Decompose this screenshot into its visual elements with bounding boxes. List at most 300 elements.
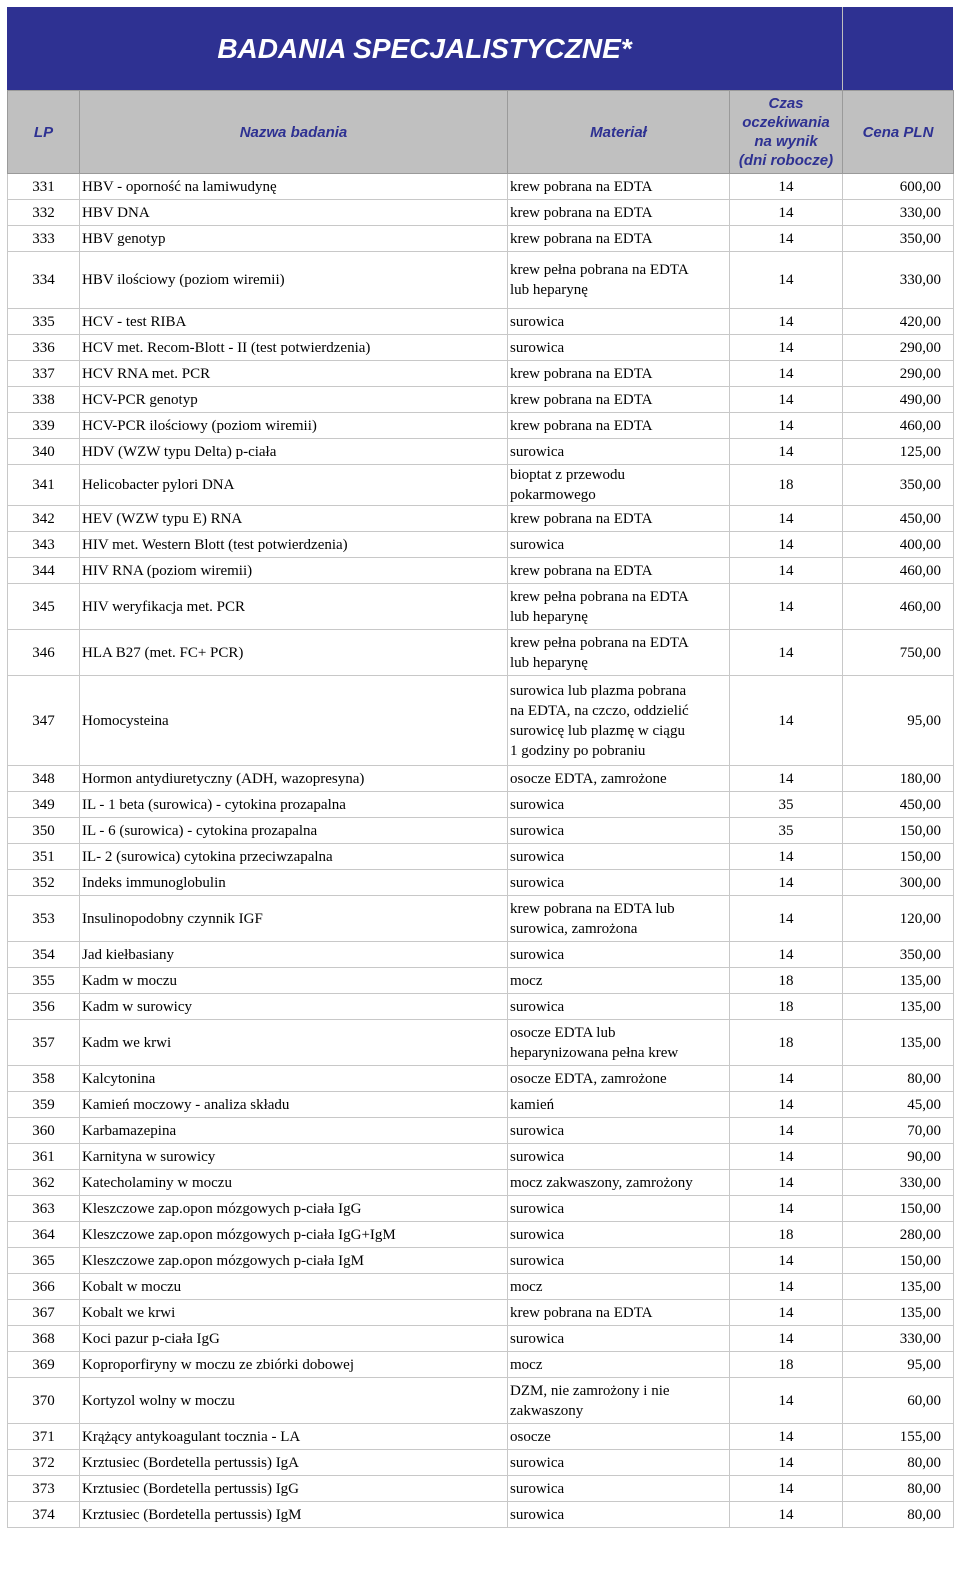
cell-price: 95,00 xyxy=(843,676,954,766)
cell-lp: 346 xyxy=(8,630,80,676)
material-text: krew pobrana na EDTA xyxy=(510,562,653,579)
table-row xyxy=(8,584,954,630)
cell-time: 18 xyxy=(730,1020,843,1066)
material-text: krew pobrana na EDTA xyxy=(510,178,653,195)
material-text: krew pełna pobrana na EDTA lub heparynę xyxy=(510,588,689,625)
table-row xyxy=(8,200,954,226)
column-header-name: Nazwa badania xyxy=(80,91,508,174)
cell-lp: 335 xyxy=(8,309,80,335)
cell-material xyxy=(508,942,730,968)
cell-price: 135,00 xyxy=(843,968,954,994)
cell-material xyxy=(508,1092,730,1118)
cell-material xyxy=(508,1196,730,1222)
cell-lp: 341 xyxy=(8,465,80,506)
column-header-material: Materiał xyxy=(508,91,730,174)
tests-table xyxy=(7,90,954,1528)
cell-material xyxy=(508,465,730,506)
cell-price: 300,00 xyxy=(843,870,954,896)
table-row xyxy=(8,532,954,558)
material-text: surowica xyxy=(510,998,565,1015)
cell-time: 18 xyxy=(730,1352,843,1378)
cell-time: 14 xyxy=(730,439,843,465)
material-text: krew pełna pobrana na EDTA lub heparynę xyxy=(510,262,689,298)
cell-lp: 368 xyxy=(8,1326,80,1352)
cell-material xyxy=(508,1502,730,1528)
cell-time: 14 xyxy=(730,200,843,226)
table-row xyxy=(8,1066,954,1092)
cell-material xyxy=(508,766,730,792)
cell-lp: 331 xyxy=(8,174,80,200)
cell-name: Koci pazur p-ciała IgG xyxy=(80,1326,508,1352)
cell-time: 18 xyxy=(730,1222,843,1248)
cell-name: HLA B27 (met. FC+ PCR) xyxy=(80,630,508,676)
cell-time: 14 xyxy=(730,942,843,968)
cell-price: 125,00 xyxy=(843,439,954,465)
cell-lp: 369 xyxy=(8,1352,80,1378)
table-row xyxy=(8,968,954,994)
cell-price: 450,00 xyxy=(843,792,954,818)
cell-name: Helicobacter pylori DNA xyxy=(80,465,508,506)
cell-lp: 361 xyxy=(8,1144,80,1170)
cell-price: 60,00 xyxy=(843,1378,954,1424)
material-text: surowica xyxy=(510,1330,565,1347)
cell-name: HIV met. Western Blott (test potwierdzenia) xyxy=(80,532,508,558)
table-row xyxy=(8,1248,954,1274)
table-row xyxy=(8,818,954,844)
title-band-corner xyxy=(842,7,953,90)
cell-name: Koproporfiryny w moczu ze zbiórki dobowej xyxy=(80,1352,508,1378)
cell-lp: 366 xyxy=(8,1274,80,1300)
cell-price: 290,00 xyxy=(843,335,954,361)
cell-time: 35 xyxy=(730,818,843,844)
column-header-time: Czas oczekiwania na wynik (dni robocze) xyxy=(730,91,843,174)
material-text: surowica xyxy=(510,1200,565,1217)
material-text: surowica xyxy=(510,848,565,865)
cell-name: Karbamazepina xyxy=(80,1118,508,1144)
table-row xyxy=(8,1326,954,1352)
cell-price: 460,00 xyxy=(843,558,954,584)
material-text: mocz xyxy=(510,972,543,989)
column-header-price: Cena PLN xyxy=(843,91,954,174)
cell-name: Kleszczowe zap.opon mózgowych p-ciała IgG+IgM xyxy=(80,1222,508,1248)
table-row xyxy=(8,870,954,896)
material-text: surowica xyxy=(510,536,565,553)
cell-time: 14 xyxy=(730,558,843,584)
material-text: surowica xyxy=(510,1454,565,1471)
table-row xyxy=(8,309,954,335)
cell-name: IL - 6 (surowica) - cytokina prozapalna xyxy=(80,818,508,844)
cell-lp: 333 xyxy=(8,226,80,252)
cell-price: 400,00 xyxy=(843,532,954,558)
material-text: osocze xyxy=(510,1428,551,1445)
cell-time: 14 xyxy=(730,1326,843,1352)
cell-material xyxy=(508,413,730,439)
title-band xyxy=(7,7,953,90)
cell-price: 150,00 xyxy=(843,818,954,844)
cell-price: 750,00 xyxy=(843,630,954,676)
material-text: krew pobrana na EDTA xyxy=(510,510,653,527)
cell-material xyxy=(508,252,730,309)
cell-material xyxy=(508,1020,730,1066)
cell-price: 180,00 xyxy=(843,766,954,792)
material-text: surowica xyxy=(510,1506,565,1523)
material-text: kamień xyxy=(510,1096,555,1113)
cell-name: HCV-PCR ilościowy (poziom wiremii) xyxy=(80,413,508,439)
material-text: osocze EDTA, zamrożone xyxy=(510,1070,667,1087)
cell-time: 14 xyxy=(730,1118,843,1144)
cell-material xyxy=(508,818,730,844)
cell-time: 14 xyxy=(730,361,843,387)
cell-name: HBV genotyp xyxy=(80,226,508,252)
cell-price: 330,00 xyxy=(843,1326,954,1352)
cell-material xyxy=(508,506,730,532)
cell-material xyxy=(508,1352,730,1378)
cell-name: HCV met. Recom-Blott - II (test potwierdzenia) xyxy=(80,335,508,361)
cell-name: Insulinopodobny czynnik IGF xyxy=(80,896,508,942)
table-row xyxy=(8,1222,954,1248)
cell-time: 14 xyxy=(730,506,843,532)
cell-name: Hormon antydiuretyczny (ADH, wazopresyna) xyxy=(80,766,508,792)
cell-name: Jad kiełbasiany xyxy=(80,942,508,968)
cell-lp: 354 xyxy=(8,942,80,968)
material-text: surowica xyxy=(510,822,565,839)
column-header-lp: LP xyxy=(8,91,80,174)
table-row xyxy=(8,942,954,968)
cell-time: 14 xyxy=(730,676,843,766)
cell-name: Kobalt we krwi xyxy=(80,1300,508,1326)
cell-material xyxy=(508,968,730,994)
cell-lp: 342 xyxy=(8,506,80,532)
cell-material xyxy=(508,200,730,226)
table-row xyxy=(8,413,954,439)
cell-lp: 373 xyxy=(8,1476,80,1502)
cell-name: Krztusiec (Bordetella pertussis) IgA xyxy=(80,1450,508,1476)
cell-lp: 345 xyxy=(8,584,80,630)
cell-price: 135,00 xyxy=(843,1300,954,1326)
table-row xyxy=(8,1352,954,1378)
material-text: surowica xyxy=(510,796,565,813)
material-text: surowica xyxy=(510,1148,565,1165)
cell-price: 420,00 xyxy=(843,309,954,335)
cell-price: 600,00 xyxy=(843,174,954,200)
cell-name: HCV - test RIBA xyxy=(80,309,508,335)
material-text: surowica xyxy=(510,313,565,330)
cell-lp: 371 xyxy=(8,1424,80,1450)
cell-material xyxy=(508,676,730,766)
cell-name: Kadm w moczu xyxy=(80,968,508,994)
cell-material xyxy=(508,1248,730,1274)
cell-time: 14 xyxy=(730,387,843,413)
table-row xyxy=(8,676,954,766)
cell-material xyxy=(508,1274,730,1300)
cell-material xyxy=(508,335,730,361)
cell-lp: 352 xyxy=(8,870,80,896)
table-row xyxy=(8,766,954,792)
material-text: krew pobrana na EDTA xyxy=(510,204,653,221)
cell-price: 330,00 xyxy=(843,1170,954,1196)
table-row xyxy=(8,792,954,818)
table-row xyxy=(8,1502,954,1528)
cell-name: Kleszczowe zap.opon mózgowych p-ciała IgM xyxy=(80,1248,508,1274)
cell-time: 14 xyxy=(730,1144,843,1170)
cell-time: 14 xyxy=(730,1274,843,1300)
cell-time: 14 xyxy=(730,532,843,558)
cell-time: 14 xyxy=(730,252,843,309)
cell-material xyxy=(508,532,730,558)
material-text: krew pobrana na EDTA xyxy=(510,391,653,408)
cell-name: HBV - oporność na lamiwudynę xyxy=(80,174,508,200)
cell-lp: 350 xyxy=(8,818,80,844)
table-row xyxy=(8,1300,954,1326)
cell-name: IL- 2 (surowica) cytokina przeciwzapalna xyxy=(80,844,508,870)
cell-time: 14 xyxy=(730,1300,843,1326)
cell-price: 290,00 xyxy=(843,361,954,387)
cell-name: Katecholaminy w moczu xyxy=(80,1170,508,1196)
page-title: BADANIA SPECJALISTYCZNE* xyxy=(7,7,842,90)
cell-lp: 359 xyxy=(8,1092,80,1118)
table-row xyxy=(8,1450,954,1476)
material-text: surowica xyxy=(510,946,565,963)
cell-time: 14 xyxy=(730,1378,843,1424)
cell-price: 80,00 xyxy=(843,1476,954,1502)
material-text: surowica xyxy=(510,339,565,356)
cell-time: 18 xyxy=(730,968,843,994)
cell-lp: 334 xyxy=(8,252,80,309)
table-row xyxy=(8,1476,954,1502)
cell-price: 150,00 xyxy=(843,844,954,870)
table-row xyxy=(8,439,954,465)
material-text: surowica xyxy=(510,1122,565,1139)
table-row xyxy=(8,1020,954,1066)
material-text: krew pobrana na EDTA xyxy=(510,365,653,382)
table-row xyxy=(8,558,954,584)
table-row xyxy=(8,994,954,1020)
material-text: surowica xyxy=(510,1252,565,1269)
cell-material xyxy=(508,994,730,1020)
table-row xyxy=(8,387,954,413)
cell-material xyxy=(508,870,730,896)
cell-lp: 340 xyxy=(8,439,80,465)
cell-lp: 367 xyxy=(8,1300,80,1326)
cell-time: 14 xyxy=(730,1450,843,1476)
cell-lp: 344 xyxy=(8,558,80,584)
cell-lp: 349 xyxy=(8,792,80,818)
cell-name: HIV RNA (poziom wiremii) xyxy=(80,558,508,584)
cell-material xyxy=(508,309,730,335)
cell-price: 330,00 xyxy=(843,252,954,309)
cell-price: 80,00 xyxy=(843,1450,954,1476)
table-row xyxy=(8,252,954,309)
cell-lp: 372 xyxy=(8,1450,80,1476)
cell-price: 95,00 xyxy=(843,1352,954,1378)
cell-material xyxy=(508,896,730,942)
cell-material xyxy=(508,1170,730,1196)
cell-time: 18 xyxy=(730,994,843,1020)
cell-name: HIV weryfikacja met. PCR xyxy=(80,584,508,630)
material-text: osocze EDTA lub heparynizowana pełna krew xyxy=(510,1024,679,1061)
cell-lp: 365 xyxy=(8,1248,80,1274)
table-row xyxy=(8,174,954,200)
table-row xyxy=(8,1170,954,1196)
cell-time: 14 xyxy=(730,413,843,439)
table-row xyxy=(8,1274,954,1300)
cell-name: HEV (WZW typu E) RNA xyxy=(80,506,508,532)
cell-lp: 356 xyxy=(8,994,80,1020)
cell-name: Indeks immunoglobulin xyxy=(80,870,508,896)
table-row xyxy=(8,361,954,387)
cell-price: 135,00 xyxy=(843,1274,954,1300)
table-row xyxy=(8,1196,954,1222)
cell-price: 45,00 xyxy=(843,1092,954,1118)
cell-material xyxy=(508,1424,730,1450)
cell-time: 14 xyxy=(730,1248,843,1274)
cell-material xyxy=(508,844,730,870)
material-text: krew pełna pobrana na EDTA lub heparynę xyxy=(510,634,689,671)
cell-name: HBV DNA xyxy=(80,200,508,226)
cell-price: 135,00 xyxy=(843,1020,954,1066)
table-row xyxy=(8,1092,954,1118)
material-text: mocz zakwaszony, zamrożony xyxy=(510,1174,693,1191)
cell-material xyxy=(508,630,730,676)
cell-time: 14 xyxy=(730,226,843,252)
cell-name: HCV-PCR genotyp xyxy=(80,387,508,413)
cell-time: 14 xyxy=(730,1170,843,1196)
cell-time: 14 xyxy=(730,844,843,870)
material-text: surowica xyxy=(510,874,565,891)
cell-lp: 374 xyxy=(8,1502,80,1528)
cell-price: 350,00 xyxy=(843,465,954,506)
cell-material xyxy=(508,1476,730,1502)
cell-material xyxy=(508,1450,730,1476)
cell-lp: 355 xyxy=(8,968,80,994)
cell-lp: 353 xyxy=(8,896,80,942)
cell-time: 14 xyxy=(730,1092,843,1118)
cell-price: 330,00 xyxy=(843,200,954,226)
cell-material xyxy=(508,584,730,630)
cell-name: Kadm we krwi xyxy=(80,1020,508,1066)
cell-price: 350,00 xyxy=(843,942,954,968)
cell-material xyxy=(508,387,730,413)
cell-lp: 357 xyxy=(8,1020,80,1066)
cell-lp: 362 xyxy=(8,1170,80,1196)
material-text: surowica xyxy=(510,1480,565,1497)
material-text: krew pobrana na EDTA xyxy=(510,417,653,434)
cell-material xyxy=(508,1066,730,1092)
cell-lp: 360 xyxy=(8,1118,80,1144)
cell-material xyxy=(508,361,730,387)
cell-time: 14 xyxy=(730,1066,843,1092)
cell-time: 14 xyxy=(730,766,843,792)
cell-material xyxy=(508,1222,730,1248)
cell-material xyxy=(508,226,730,252)
price-list-sheet xyxy=(7,7,953,1528)
cell-price: 155,00 xyxy=(843,1424,954,1450)
cell-lp: 358 xyxy=(8,1066,80,1092)
cell-name: Homocysteina xyxy=(80,676,508,766)
table-row xyxy=(8,630,954,676)
cell-price: 80,00 xyxy=(843,1502,954,1528)
cell-price: 150,00 xyxy=(843,1196,954,1222)
material-text: surowica xyxy=(510,443,565,460)
table-row xyxy=(8,1118,954,1144)
cell-time: 14 xyxy=(730,335,843,361)
material-text: mocz xyxy=(510,1356,543,1373)
cell-material xyxy=(508,1144,730,1170)
material-text: osocze EDTA, zamrożone xyxy=(510,770,667,787)
cell-lp: 336 xyxy=(8,335,80,361)
cell-time: 14 xyxy=(730,1196,843,1222)
cell-price: 450,00 xyxy=(843,506,954,532)
cell-name: Kadm w surowicy xyxy=(80,994,508,1020)
cell-lp: 337 xyxy=(8,361,80,387)
cell-price: 135,00 xyxy=(843,994,954,1020)
cell-price: 350,00 xyxy=(843,226,954,252)
cell-name: Krztusiec (Bordetella pertussis) IgM xyxy=(80,1502,508,1528)
cell-price: 150,00 xyxy=(843,1248,954,1274)
cell-material xyxy=(508,1118,730,1144)
material-text: krew pobrana na EDTA xyxy=(510,230,653,247)
cell-name: IL - 1 beta (surowica) - cytokina prozapalna xyxy=(80,792,508,818)
cell-material xyxy=(508,1300,730,1326)
table-row xyxy=(8,506,954,532)
material-text: surowica xyxy=(510,1226,565,1243)
table-row xyxy=(8,226,954,252)
cell-name: Krążący antykoagulant tocznia - LA xyxy=(80,1424,508,1450)
material-text: DZM, nie zamrożony i nie zakwaszony xyxy=(510,1382,670,1419)
cell-lp: 347 xyxy=(8,676,80,766)
cell-time: 18 xyxy=(730,465,843,506)
cell-lp: 351 xyxy=(8,844,80,870)
table-row xyxy=(8,844,954,870)
cell-price: 90,00 xyxy=(843,1144,954,1170)
cell-time: 14 xyxy=(730,309,843,335)
cell-material xyxy=(508,174,730,200)
table-row xyxy=(8,335,954,361)
cell-price: 120,00 xyxy=(843,896,954,942)
cell-lp: 364 xyxy=(8,1222,80,1248)
material-text: krew pobrana na EDTA lub surowica, zamrożona xyxy=(510,900,675,937)
cell-lp: 339 xyxy=(8,413,80,439)
cell-material xyxy=(508,1378,730,1424)
cell-price: 80,00 xyxy=(843,1066,954,1092)
cell-material xyxy=(508,1326,730,1352)
table-row xyxy=(8,1424,954,1450)
table-header-row xyxy=(8,91,954,174)
cell-time: 14 xyxy=(730,174,843,200)
cell-name: HDV (WZW typu Delta) p-ciała xyxy=(80,439,508,465)
cell-time: 14 xyxy=(730,584,843,630)
cell-time: 14 xyxy=(730,1476,843,1502)
cell-time: 35 xyxy=(730,792,843,818)
cell-material xyxy=(508,439,730,465)
material-text: krew pobrana na EDTA xyxy=(510,1304,653,1321)
cell-material xyxy=(508,558,730,584)
material-text: mocz xyxy=(510,1278,543,1295)
material-text: surowica lub plazma pobrana na EDTA, na czczo, oddzielić surowicę lub plazmę w ciągu 1 godziny po pobraniu xyxy=(510,682,689,759)
cell-name: HCV RNA met. PCR xyxy=(80,361,508,387)
cell-time: 14 xyxy=(730,1424,843,1450)
cell-price: 490,00 xyxy=(843,387,954,413)
cell-name: Kalcytonina xyxy=(80,1066,508,1092)
cell-material xyxy=(508,792,730,818)
cell-price: 70,00 xyxy=(843,1118,954,1144)
table-row xyxy=(8,465,954,506)
cell-time: 14 xyxy=(730,896,843,942)
cell-time: 14 xyxy=(730,630,843,676)
material-text: bioptat z przewodu pokarmowego xyxy=(510,467,625,503)
cell-name: HBV ilościowy (poziom wiremii) xyxy=(80,252,508,309)
cell-name: Kobalt w moczu xyxy=(80,1274,508,1300)
